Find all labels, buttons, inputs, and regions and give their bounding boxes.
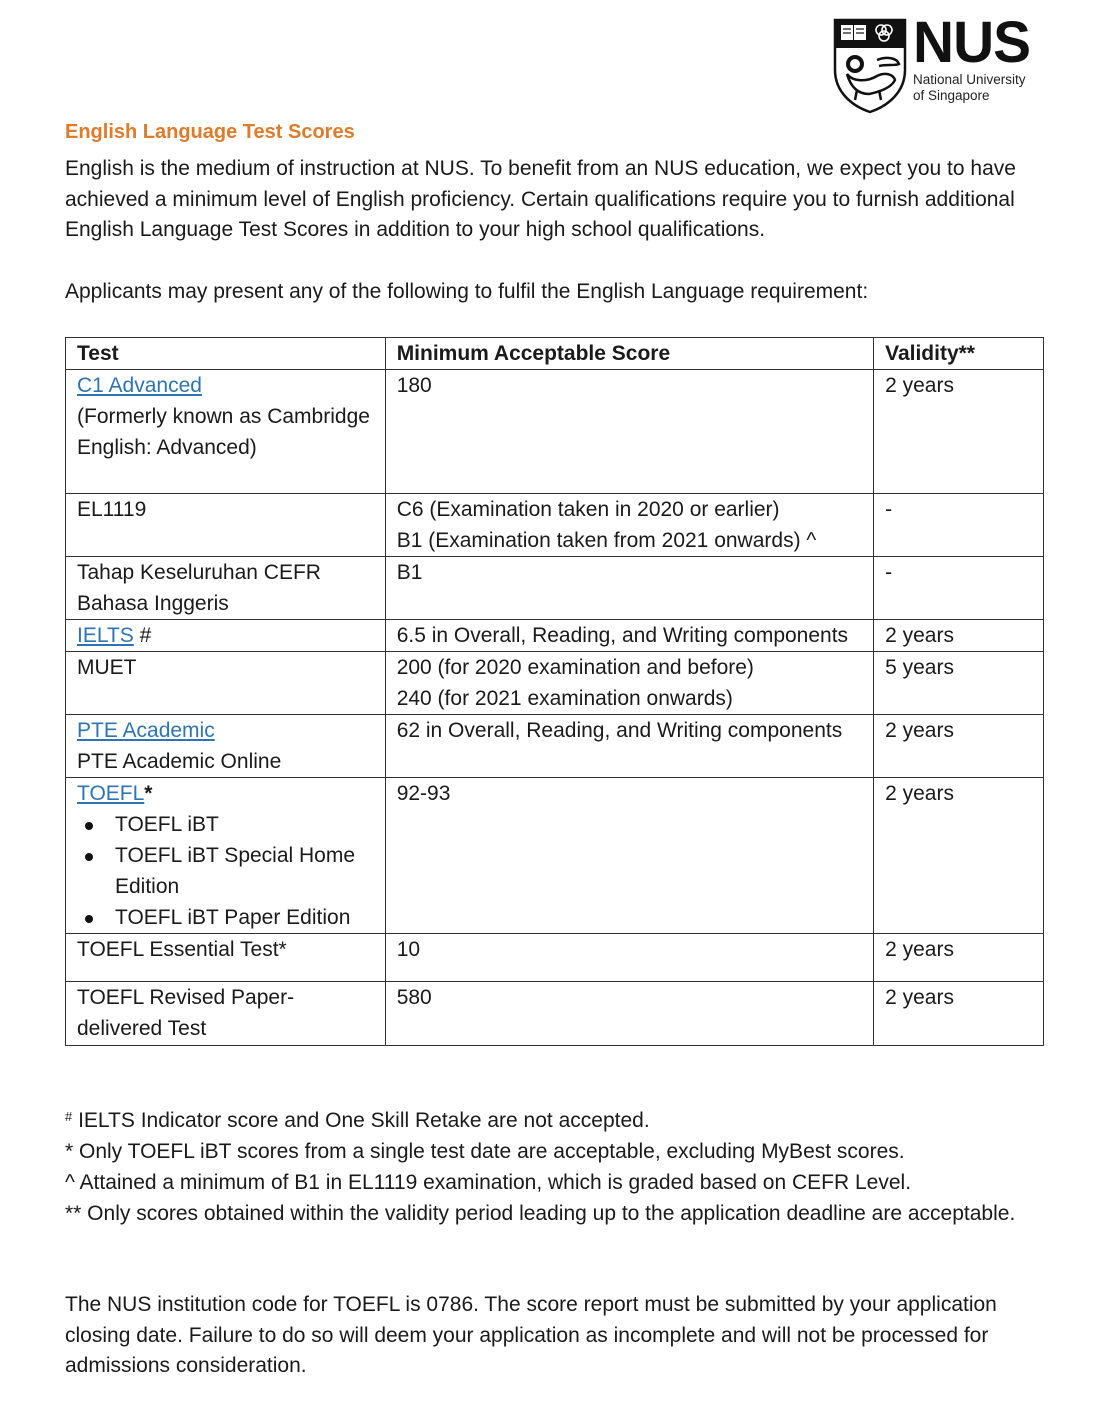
link-c1-advanced[interactable]: C1 Advanced: [77, 374, 202, 397]
cell-score: 62 in Overall, Reading, and Writing components: [385, 715, 873, 778]
test-suffix: *: [144, 782, 153, 805]
requirements-table: [65, 337, 1044, 1046]
logo-line-2: of Singapore: [913, 88, 990, 103]
cell-test: [66, 778, 386, 934]
cell-test: TOEFL Essential Test*: [66, 934, 386, 982]
cell-score: 10: [385, 934, 873, 982]
closing-paragraph: The NUS institution code for TOEFL is 0786. The score report must be submitted by your application closing date. Failure to do so will deem your application as incomplete and will not be processed for admissions consideration.: [65, 1293, 997, 1378]
cell-validity: 2 years: [874, 982, 1044, 1046]
footnote-validity: ** Only scores obtained within the validity period leading up to the application deadline are acceptable.: [65, 1202, 1016, 1225]
table-row: [66, 778, 1044, 934]
table-row: [66, 652, 1044, 715]
table-header-row: [66, 338, 1044, 370]
header-validity: Validity**: [874, 338, 1044, 370]
logo-acronym: NUS: [913, 10, 1031, 75]
link-ielts[interactable]: IELTS: [77, 624, 134, 647]
table-row: [66, 494, 1044, 557]
cell-validity: 2 years: [874, 370, 1044, 494]
cell-validity: 2 years: [874, 620, 1044, 652]
score-line: 200 (for 2020 examination and before): [396, 656, 754, 679]
cell-validity: 5 years: [874, 652, 1044, 715]
toefl-variants-list: [77, 809, 375, 933]
test-note: (Formerly known as Cambridge English: Advanced): [77, 405, 370, 459]
intro-paragraph: English is the medium of instruction at NUS. To benefit from an NUS education, we expect you to have achieved a minimum level of English proficiency. Certain qualifications require you to furnish additional English Language Test Scores in addition to your high school qualifications.: [65, 157, 1016, 242]
cell-score: [385, 494, 873, 557]
score-line: C6 (Examination taken in 2020 or earlier): [396, 498, 780, 521]
table-row: [66, 715, 1044, 778]
table-row: [66, 934, 1044, 982]
table-row: [66, 620, 1044, 652]
footnote-text: IELTS Indicator score and One Skill Retake are not accepted.: [72, 1109, 650, 1132]
table-row: [66, 557, 1044, 620]
cell-test: Tahap Keseluruhan CEFR Bahasa Inggeris: [66, 557, 386, 620]
cell-validity: 2 years: [874, 934, 1044, 982]
header-test: Test: [66, 338, 386, 370]
link-pte-academic[interactable]: PTE Academic: [77, 719, 215, 742]
cell-score: 180: [385, 370, 873, 494]
cell-score: 580: [385, 982, 873, 1046]
footnote-mark: #: [65, 1109, 73, 1124]
cell-validity: -: [874, 557, 1044, 620]
cell-test: [66, 370, 386, 494]
link-toefl[interactable]: TOEFL: [77, 782, 145, 805]
footnote-el1119: ^ Attained a minimum of B1 in EL1119 examination, which is graded based on CEFR Level.: [65, 1171, 912, 1194]
cell-score: 92-93: [385, 778, 873, 934]
cell-test: [66, 715, 386, 778]
score-line: B1 (Examination taken from 2021 onwards) ^: [396, 529, 817, 552]
cell-score: [385, 652, 873, 715]
list-item: TOEFL iBT: [77, 809, 375, 840]
footnotes: [65, 1105, 1055, 1229]
cell-validity: -: [874, 494, 1044, 557]
lead-paragraph: Applicants may present any of the following to fulfil the English Language requirement:: [65, 280, 869, 303]
cell-score: B1: [385, 557, 873, 620]
nus-crest-icon: [833, 18, 907, 114]
header-min-score: Minimum Acceptable Score: [385, 338, 873, 370]
section-heading: English Language Test Scores: [65, 121, 355, 143]
cell-test: TOEFL Revised Paper-delivered Test: [66, 982, 386, 1046]
cell-test: [66, 620, 386, 652]
table-row: [66, 370, 1044, 494]
logo-line-1: National University: [913, 72, 1026, 87]
footnote-ielts: [65, 1105, 1055, 1136]
cell-test: EL1119: [66, 494, 386, 557]
table-row: [66, 982, 1044, 1046]
test-suffix: #: [133, 624, 152, 647]
cell-test: MUET: [66, 652, 386, 715]
cell-validity: 2 years: [874, 715, 1044, 778]
nus-logo: [833, 10, 1045, 114]
list-item: TOEFL iBT Special Home Edition: [77, 840, 375, 902]
test-note: PTE Academic Online: [77, 750, 282, 773]
cell-validity: 2 years: [874, 778, 1044, 934]
footnote-toefl: * Only TOEFL iBT scores from a single test date are acceptable, excluding MyBest scores.: [65, 1140, 905, 1163]
cell-score: 6.5 in Overall, Reading, and Writing components: [385, 620, 873, 652]
list-item: TOEFL iBT Paper Edition: [77, 902, 375, 933]
score-line: 240 (for 2021 examination onwards): [396, 687, 733, 710]
